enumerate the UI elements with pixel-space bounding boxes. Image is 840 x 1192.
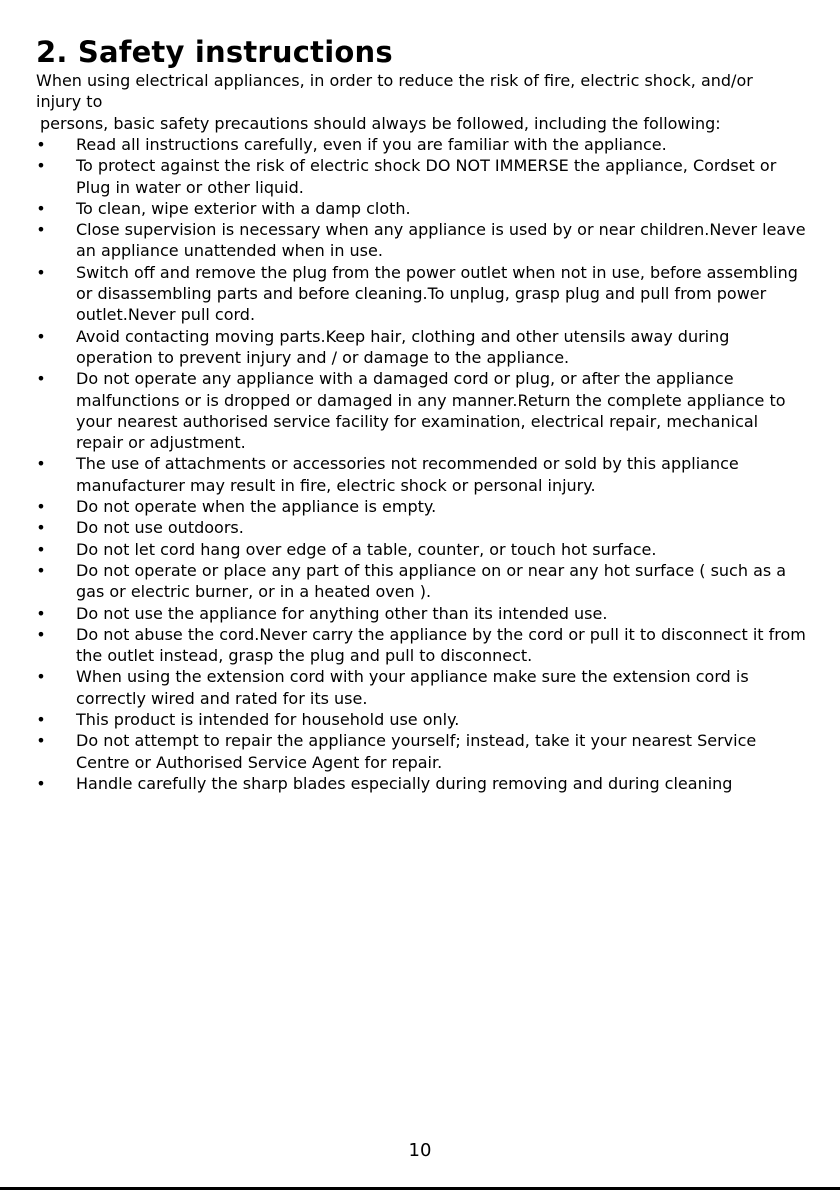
safety-instruction-item: [36, 603, 806, 624]
instruction-text: Do not attempt to repair the appliance yourself; instead, take it your nearest Service Centre or Authorised Service Agent for repair.: [76, 731, 757, 772]
instruction-text: This product is intended for household use only.: [76, 710, 460, 730]
bullet-icon: •: [36, 497, 46, 517]
instruction-text: Close supervision is necessary when any appliance is used by or near children.Never leave an appliance unattended when in use.: [76, 220, 806, 261]
page-number: 10: [408, 1140, 432, 1161]
safety-instruction-item: [36, 730, 806, 773]
bullet-icon: •: [36, 603, 46, 623]
instruction-text: The use of attachments or accessories not recommended or sold by this appliance manufacturer may result in fire, electric shock or personal injury.: [76, 454, 739, 495]
safety-instruction-item: [36, 496, 806, 517]
bullet-icon: •: [36, 710, 46, 730]
safety-instruction-item: [36, 134, 806, 155]
bullet-icon: •: [36, 624, 46, 644]
safety-instruction-item: [36, 517, 806, 538]
bullet-icon: •: [36, 539, 46, 559]
bullet-icon: •: [36, 220, 46, 240]
bullet-icon: •: [36, 369, 46, 389]
safety-instruction-item: [36, 539, 806, 560]
intro-line: When using electrical appliances, in order to reduce the risk of fire, electric shock, and/or: [36, 71, 753, 90]
instruction-text: Do not abuse the cord.Never carry the appliance by the cord or pull it to disconnect it from the outlet instead, grasp the plug and pull to disconnect.: [76, 624, 806, 666]
instruction-text: To protect against the risk of electric shock DO NOT IMMERSE the appliance, Cordset or Plug in water or other liquid.: [76, 156, 777, 197]
bullet-icon: •: [36, 667, 46, 687]
instruction-text: Do not operate when the appliance is empty.: [76, 497, 437, 517]
page-bottom-rule: [0, 1187, 840, 1190]
instruction-text: Do not use the appliance for anything other than its intended use.: [76, 603, 608, 623]
instruction-text: Do not use outdoors.: [76, 518, 244, 538]
instruction-text: Do not operate or place any part of this appliance on or near any hot surface ( such as a gas or electric burner, or in a heated oven ).: [76, 560, 787, 602]
instruction-text: Switch off and remove the plug from the power outlet when not in use, before assembling or disassembling parts and before cleaning.To unplug, grasp plug and pull from power outlet.Never pull cord.: [76, 262, 798, 325]
instruction-text: Handle carefully the sharp blades especially during removing and during cleaning: [76, 773, 733, 793]
instruction-text: Avoid contacting moving parts.Keep hair, clothing and other utensils away during operation to prevent injury and / or damage to the appliance.: [76, 326, 730, 367]
instruction-text: Read all instructions carefully, even if you are familiar with the appliance.: [76, 135, 667, 154]
safety-instruction-item: [36, 773, 806, 794]
section-title: 2. Safety instructions: [36, 35, 393, 69]
intro-line: injury to: [36, 92, 103, 112]
bullet-icon: •: [36, 518, 46, 538]
instruction-text: To clean, wipe exterior with a damp cloth.: [76, 198, 411, 218]
safety-instruction-item: [36, 219, 806, 262]
bullet-icon: •: [36, 326, 46, 346]
bullet-icon: •: [36, 135, 46, 154]
safety-instruction-item: [36, 262, 806, 326]
bullet-icon: •: [36, 198, 46, 218]
bullet-icon: •: [36, 156, 46, 176]
instruction-text: When using the extension cord with your appliance make sure the extension cord is correctly wired and rated for its use.: [76, 667, 749, 708]
safety-instruction-item: [36, 198, 806, 219]
safety-instruction-item: [36, 326, 806, 369]
safety-instruction-item: [36, 560, 806, 603]
bullet-icon: •: [36, 560, 46, 580]
bullet-icon: •: [36, 773, 46, 793]
safety-instruction-item: [36, 709, 806, 730]
safety-instruction-item: [36, 666, 806, 709]
intro-line: persons, basic safety precautions should always be followed, including the following:: [40, 113, 721, 133]
safety-instruction-item: [36, 368, 806, 453]
safety-instruction-item: [36, 155, 806, 198]
instruction-text: Do not operate any appliance with a damaged cord or plug, or after the appliance malfunctions or is dropped or damaged in any manner.Return the complete appliance to your nearest authorised service facility for examination, electrical repair, mechanical repair or adjustment.: [76, 369, 786, 453]
bullet-icon: •: [36, 731, 46, 751]
bullet-icon: •: [36, 262, 46, 282]
bullet-icon: •: [36, 454, 46, 474]
safety-instruction-item: [36, 624, 806, 667]
instruction-text: Do not let cord hang over edge of a table, counter, or touch hot surface.: [76, 539, 657, 559]
intro-paragraph: [36, 70, 826, 134]
safety-instruction-item: [36, 453, 806, 496]
safety-instructions-list: [36, 134, 806, 794]
